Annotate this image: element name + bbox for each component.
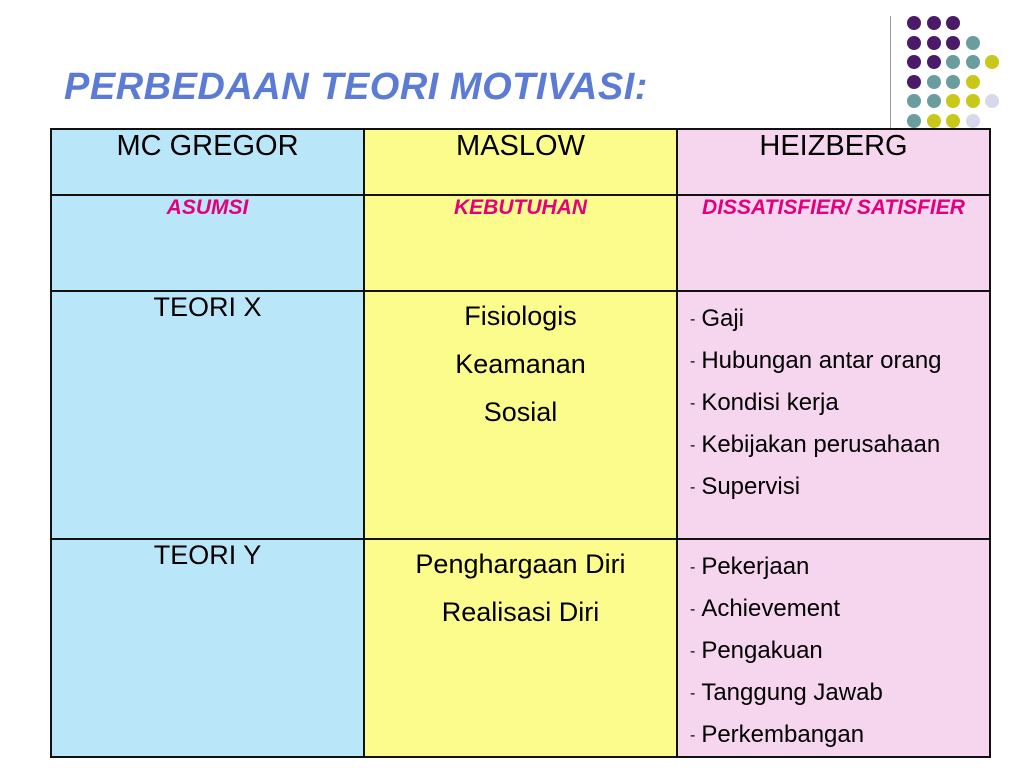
bullet-dash: - bbox=[690, 311, 696, 328]
decorative-dot bbox=[907, 75, 921, 89]
decorative-dot bbox=[946, 36, 960, 50]
decorative-dot bbox=[966, 94, 980, 108]
decorative-dot bbox=[985, 55, 999, 69]
factors-cell bbox=[677, 539, 990, 757]
list-item: - Perkembangan bbox=[690, 721, 865, 748]
decorative-dot bbox=[927, 114, 941, 128]
subheader-row bbox=[51, 195, 990, 291]
theory-cell: TEORI Y bbox=[51, 539, 364, 757]
bullet-dash: - bbox=[690, 727, 696, 744]
bullet-dash: - bbox=[690, 559, 696, 576]
list-item: - Supervisi bbox=[690, 473, 801, 500]
table-row-teori-y bbox=[51, 539, 990, 757]
decorative-dot bbox=[966, 36, 980, 50]
needs-cell bbox=[364, 291, 677, 539]
decorative-dot bbox=[927, 36, 941, 50]
decorative-dot bbox=[907, 16, 921, 30]
decorative-dot bbox=[946, 55, 960, 69]
list-item: - Kebijakan perusahaan bbox=[690, 431, 941, 458]
decorative-dot bbox=[927, 16, 941, 30]
subheader-satisfier: DISSATISFIER/ SATISFIER bbox=[677, 195, 990, 291]
theory-cell: TEORI X bbox=[51, 291, 364, 539]
divider-line bbox=[890, 16, 891, 128]
need-item: Sosial bbox=[483, 397, 558, 427]
bullet-dash: - bbox=[690, 601, 696, 618]
bullet-dash: - bbox=[690, 395, 696, 412]
need-item: Realisasi Diri bbox=[441, 597, 600, 627]
motivation-theory-table bbox=[50, 128, 991, 758]
bullet-dash: - bbox=[690, 479, 696, 496]
list-item: - Hubungan antar orang bbox=[690, 347, 942, 374]
header-maslow: MASLOW bbox=[364, 129, 677, 195]
decorative-dot bbox=[927, 94, 941, 108]
list-item: - Pekerjaan bbox=[690, 553, 810, 580]
decorative-dot bbox=[966, 75, 980, 89]
needs-cell bbox=[364, 539, 677, 757]
list-item: - Gaji bbox=[690, 305, 745, 332]
decorative-dot bbox=[907, 114, 921, 128]
need-item: Keamanan bbox=[455, 349, 586, 379]
list-item: - Kondisi kerja bbox=[690, 389, 839, 416]
decorative-dot bbox=[946, 16, 960, 30]
need-item: Fisiologis bbox=[464, 301, 577, 331]
decorative-dot bbox=[946, 94, 960, 108]
decorative-dot bbox=[946, 114, 960, 128]
bullet-dash: - bbox=[690, 437, 696, 454]
decorative-dot bbox=[946, 75, 960, 89]
factor-list bbox=[684, 292, 983, 508]
decorative-dot bbox=[907, 55, 921, 69]
decorative-dot bbox=[985, 94, 999, 108]
subheader-kebutuhan: KEBUTUHAN bbox=[364, 195, 677, 291]
bullet-dash: - bbox=[690, 685, 696, 702]
factor-list bbox=[684, 540, 983, 756]
bullet-dash: - bbox=[690, 353, 696, 370]
header-row bbox=[51, 129, 990, 195]
bullet-dash: - bbox=[690, 643, 696, 660]
header-mcgregor: MC GREGOR bbox=[51, 129, 364, 195]
subheader-asumsi: ASUMSI bbox=[51, 195, 364, 291]
list-item: - Tanggung Jawab bbox=[690, 679, 883, 706]
decorative-dot bbox=[927, 75, 941, 89]
list-item: - Pengakuan bbox=[690, 637, 823, 664]
list-item: - Achievement bbox=[690, 595, 841, 622]
decorative-dot bbox=[927, 55, 941, 69]
decorative-dot bbox=[907, 94, 921, 108]
page-title: PERBEDAAN TEORI MOTIVASI: bbox=[64, 66, 648, 108]
header-heizberg: HEIZBERG bbox=[677, 129, 990, 195]
need-item: Penghargaan Diri bbox=[415, 549, 626, 579]
decorative-dot bbox=[966, 114, 980, 128]
decorative-dot bbox=[966, 55, 980, 69]
table-row-teori-x bbox=[51, 291, 990, 539]
factors-cell bbox=[677, 291, 990, 539]
decorative-dot bbox=[907, 36, 921, 50]
